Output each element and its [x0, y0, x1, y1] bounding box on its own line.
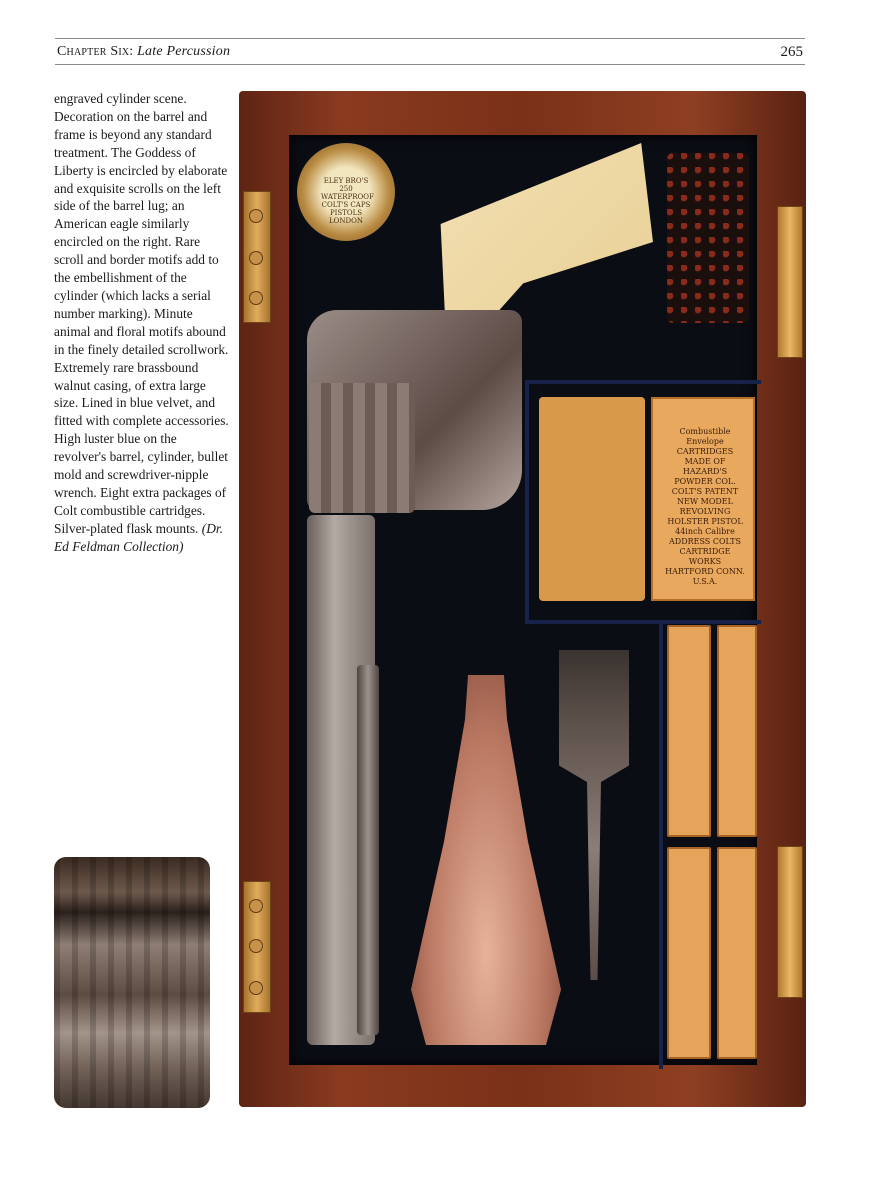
header-rule-bottom: [55, 64, 805, 65]
cartridge-tray: [539, 397, 645, 601]
cartridge-package-label: Combustible Envelope CARTRIDGES MADE OF HAZARD'S POWDER COL. COLT'S PATENT NEW MODEL REVOLVING HOLSTER PISTOL 44inch Calibre ADDRESS COLTS CARTRIDGE WORKS HARTFORD CONN. U.S.A.: [665, 427, 745, 586]
ivory-grip: [417, 143, 653, 323]
loading-lever: [357, 665, 379, 1035]
cap-tin-label: ELEY BRO'S 250 WATERPROOF COLT'S CAPS PISTOLS LONDON: [321, 177, 374, 225]
compartment-divider: [659, 620, 663, 1069]
cartridge-packet: [667, 625, 711, 837]
chapter-title: Late Percussion: [137, 44, 231, 59]
page-number: 265: [780, 44, 803, 60]
engraved-cylinder: [309, 383, 415, 513]
collection-credit: (Dr. Ed Feldman Collection): [54, 520, 223, 554]
cylinder-engraving: [54, 857, 210, 1108]
compartment-divider: [525, 380, 761, 384]
cartridge-package: [651, 397, 755, 601]
velvet-lining: [289, 135, 757, 1065]
hinge-screw: [249, 899, 263, 913]
hinge-screw: [249, 251, 263, 265]
cap-compartment: [667, 153, 749, 323]
cartridge-packet: [717, 847, 757, 1059]
percussion-cap-tin: [297, 143, 395, 241]
hinge-screw: [249, 981, 263, 995]
running-header: [57, 44, 803, 62]
compartment-divider: [525, 620, 761, 624]
powder-flask: [411, 675, 561, 1045]
hinge-screw: [249, 939, 263, 953]
case-latch-bottom: [777, 846, 803, 998]
caption-text: [54, 90, 230, 556]
cased-revolver-photo: [239, 91, 806, 1107]
chapter-label: Chapter Six:: [57, 44, 134, 59]
cartridge-packet: [667, 847, 711, 1059]
caption-body: engraved cylinder scene. Decoration on the barrel and frame is beyond any standard treatment. The Goddess of Liberty is encircled by elaborate and exquisite scrolls on the left side of the barrel lug; an American eagle similarly encircled on the right. Rare scroll and border motifs add to the embellishment of the cylinder (which lacks a serial number marking). Minute animal and floral motifs abound in the finely detailed scrollwork. Extremely rare brassbound walnut casing, of extra large size. Lined in blue velvet, and fitted with complete accessories. High luster blue on the revolver's barrel, cylinder, bullet mold and screwdriver-nipple wrench. Eight extra packages of Colt combustible cartridges. Silver-plated flask mounts.: [54, 91, 229, 536]
screwdriver-nipple-wrench: [559, 650, 629, 980]
chapter-heading: [57, 44, 230, 60]
compartment-divider: [525, 380, 529, 624]
hinge-screw: [249, 291, 263, 305]
cartridge-packet: [717, 625, 757, 837]
case-latch-top: [777, 206, 803, 358]
caption-column: [54, 90, 230, 556]
header-rule-top: [55, 38, 805, 39]
hinge-screw: [249, 209, 263, 223]
cylinder-detail-photo: [54, 857, 210, 1108]
